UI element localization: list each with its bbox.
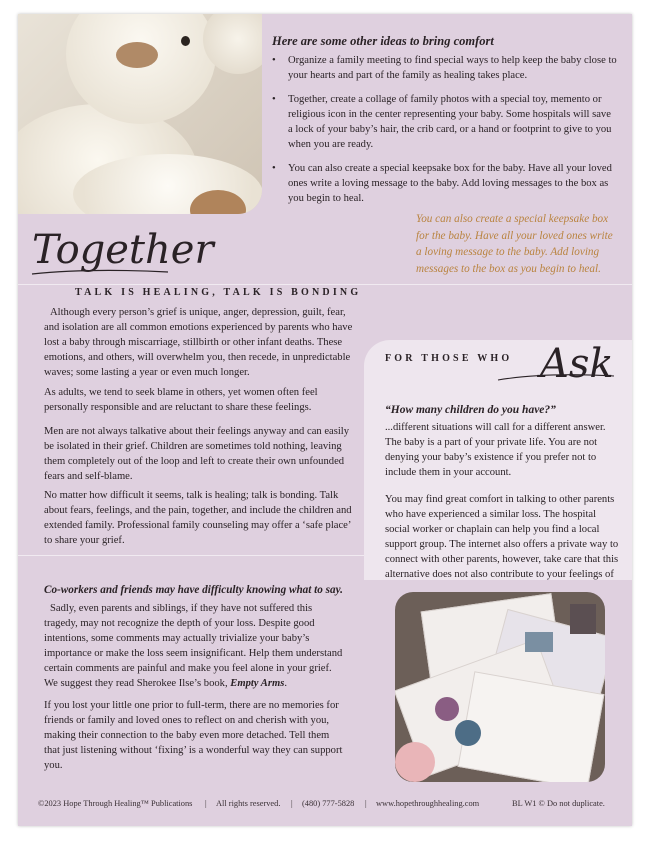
ask-paragraph: ...different situations will call for a different answer. The baby is a part of your private life. You are not denying your baby’s existence if you prefer not to include them in your account. [385, 422, 606, 478]
footer-phone: (480) 777-5828 [302, 799, 355, 808]
list-item: • Together, create a collage of family photos with a special toy, memento or religious icon in the center representing your baby. Some hospitals will save a lock of your baby’s hair, the crib card, or a hand or footprint to give to you when you are ready. [272, 92, 617, 152]
together-paragraph: Men are not always talkative about their feelings anyway and can easily be isolated in their grief. Children are sometimes told nothing, leaving them completely out of the loop and left to create their own unfounded fears and self-blame. [44, 426, 350, 482]
together-paragraph: No matter how difficult it seems, talk is healing; talk is bonding. Talk about fears, feelings, and the pain, together, and include the children and extended family. Professional family counseling may offer a ‘safe place’ to share your grief. [44, 490, 352, 546]
footer-separator: | [365, 799, 367, 808]
footer-copyright: ©2023 Hope Through Healing™ Publications [38, 799, 193, 808]
footer-separator: | [205, 799, 207, 808]
together-subtitle: TALK IS HEALING, TALK IS BONDING [75, 287, 362, 298]
coworkers-paragraph: If you lost your little one prior to full-term, there are no memories for friends or family and loved ones to reflect on and cherish with you, making their connection to the baby even more detached. Tell them that just listening without ‘fixing’ is a wonderful way they can support you. [44, 700, 343, 771]
footer-code: BL W1 © Do not duplicate. [512, 799, 605, 808]
comfort-heading: Here are some other ideas to bring comfort [272, 34, 494, 48]
ask-question: “How many children do you have?” [385, 404, 556, 416]
list-item: • Organize a family meeting to find special ways to help keep the baby close to your hearts and part of the family as healing takes place. [272, 53, 617, 83]
list-item: • You can also create a special keepsake box for the baby. Have all your loved ones write a loving message to the baby. Add loving messages to the box as you begin to heal. [272, 161, 617, 206]
ask-script-title: Ask [540, 341, 614, 387]
teddy-bear-photo [18, 14, 262, 214]
ask-paragraph: You may find great comfort in talking to other parents who have experienced a similar loss. The hospital social worker or chaplain can help you find a local support group. The internet also offers a private way to connect with other parents, however, take care that this alternative does not also contribute to your feelings of [385, 494, 619, 580]
footer-website-link[interactable]: www.hopethroughhealing.com [376, 799, 480, 808]
coworkers-paragraph: Sadly, even parents and siblings, if they have not suffered this tragedy, may not recognize the depth of your loss. Despite good intentions, some comments may actually trivialize your baby’s importance or make the loss seem insignificant. Help them understand certain comments are painful and make you feel alone in your grief. We suggest they read Sherokee Ilse’s book, Empty Arms. [44, 603, 343, 689]
footer-rights: All rights reserved. [216, 799, 281, 808]
ask-caps-heading: FOR THOSE WHO [385, 353, 513, 364]
pull-quote: You can also create a special keepsake box for the baby. Have all your loved ones write a loving message to the baby. Add loving messages to the box as you begin to heal. [416, 213, 613, 275]
envelopes-photo [395, 592, 605, 782]
comfort-bullet-list [272, 53, 617, 215]
together-script-title: Together [32, 227, 214, 273]
fold-line [18, 284, 632, 285]
flourish-line [30, 266, 170, 280]
footer-separator: | [291, 799, 293, 808]
together-paragraph: Although every person’s grief is unique, anger, depression, guilt, fear, and isolation are all common emotions experienced by parents who have lost a baby through miscarriage, stillbirth or other infant deaths. These emotions, and others, will overwhelm you, then recede, in unpredictable waves; some lasting a year or even much longer. [44, 307, 353, 378]
coworkers-heading: Co-workers and friends may have difficulty knowing what to say. [44, 584, 343, 596]
flourish-line [496, 368, 616, 386]
coworkers-text: Sadly, even parents and siblings, if they have not suffered this tragedy, may not recognize the depth of your loss. Despite good intentions, some comments may actually trivialize your baby’s importance or make the loss seem insignificant. Help them understand certain comments are painful and make you feel alone in your grief. We suggest they read Sherokee Ilse’s book, [44, 603, 343, 689]
book-title: Empty Arms [230, 678, 285, 689]
together-paragraph: As adults, we tend to seek blame in others, yet women often feel personally responsible and are reluctant to share these feelings. [44, 387, 318, 413]
